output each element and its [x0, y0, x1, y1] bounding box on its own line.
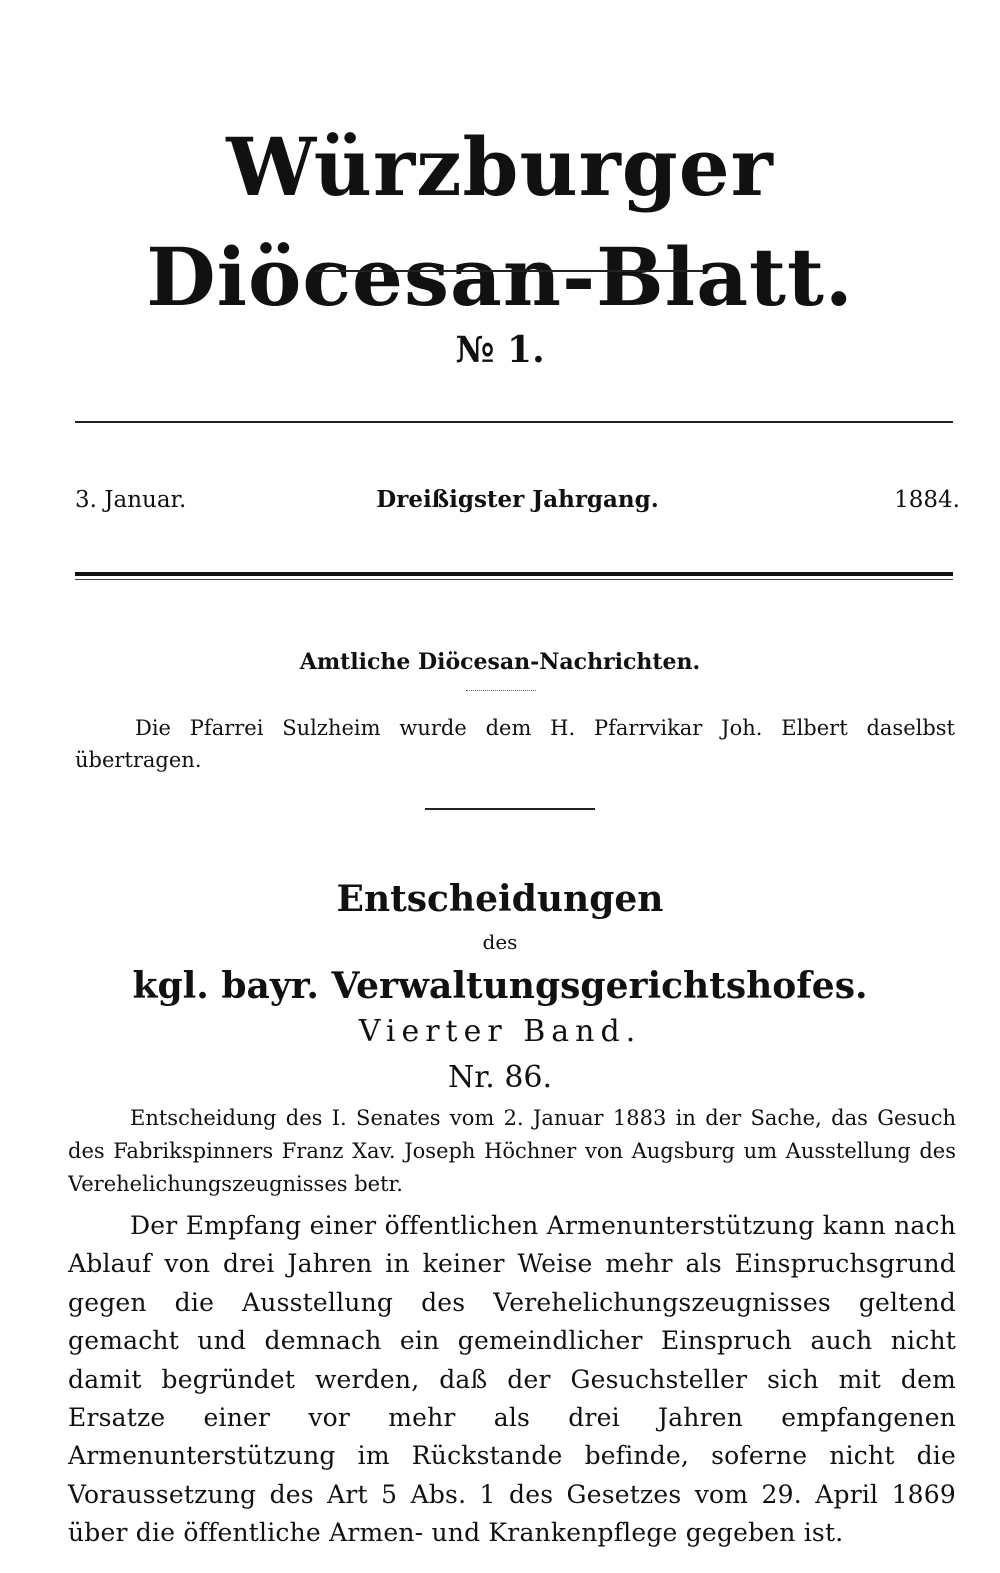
volume-year: Dreißigster Jahrgang.: [376, 486, 659, 513]
decision-body: Der Empfang einer öffentlichen Armenunterstützung kann nach Ablauf von drei Jahren in keiner Weise mehr als Einspruchsgrund gegen die Ausstellung des Verehelichungszeugnisses geltend gemacht und demnach ein gemeindlicher Einspruch auch nicht damit begründet werden, daß der Gesuchsteller sich mit dem Ersatze einer vor mehr als drei Jahren empfangenen Armenunterstützung im Rückstande befinde, soferne nicht die Voraussetzung des Art 5 Abs. 1 des Gesetzes vom 29. April 1869 über die öffentliche Armen- und Krankenpflege gegeben ist.: [68, 1211, 956, 1548]
header-divider: [75, 421, 953, 423]
notices-divider: [466, 690, 536, 691]
thin-divider: [75, 579, 953, 580]
issue-number: № 1.: [455, 329, 545, 371]
section-divider: [425, 808, 595, 810]
thick-divider: [75, 572, 953, 576]
dateline: [75, 480, 960, 520]
issue-year: 1884.: [894, 487, 960, 513]
decision-number: Nr. 86.: [447, 1060, 553, 1095]
decisions-heading: Entscheidungen: [336, 878, 664, 920]
masthead-title: Würzburger Diöcesan-Blatt.: [146, 120, 854, 324]
decisions-connector: des: [482, 930, 518, 954]
volume-label: Vierter Band.: [358, 1014, 642, 1049]
notices-heading: Amtliche Diöcesan-Nachrichten.: [299, 649, 701, 675]
decision-summary: Entscheidung des I. Senates vom 2. Januar 1883 in der Sache, das Gesuch des Fabrikspinners Franz Xav. Joseph Höchner von Augsburg um Ausstellung des Verehelichungszeugnisses betr.: [68, 1106, 956, 1196]
issue-date: 3. Januar.: [75, 487, 187, 513]
notice-paragraph: Die Pfarrei Sulzheim wurde dem H. Pfarrvikar Joh. Elbert daselbst übertragen.: [75, 716, 955, 772]
masthead-divider: [315, 270, 705, 272]
court-name: kgl. bayr. Verwaltungsgerichtshofes.: [132, 965, 868, 1007]
